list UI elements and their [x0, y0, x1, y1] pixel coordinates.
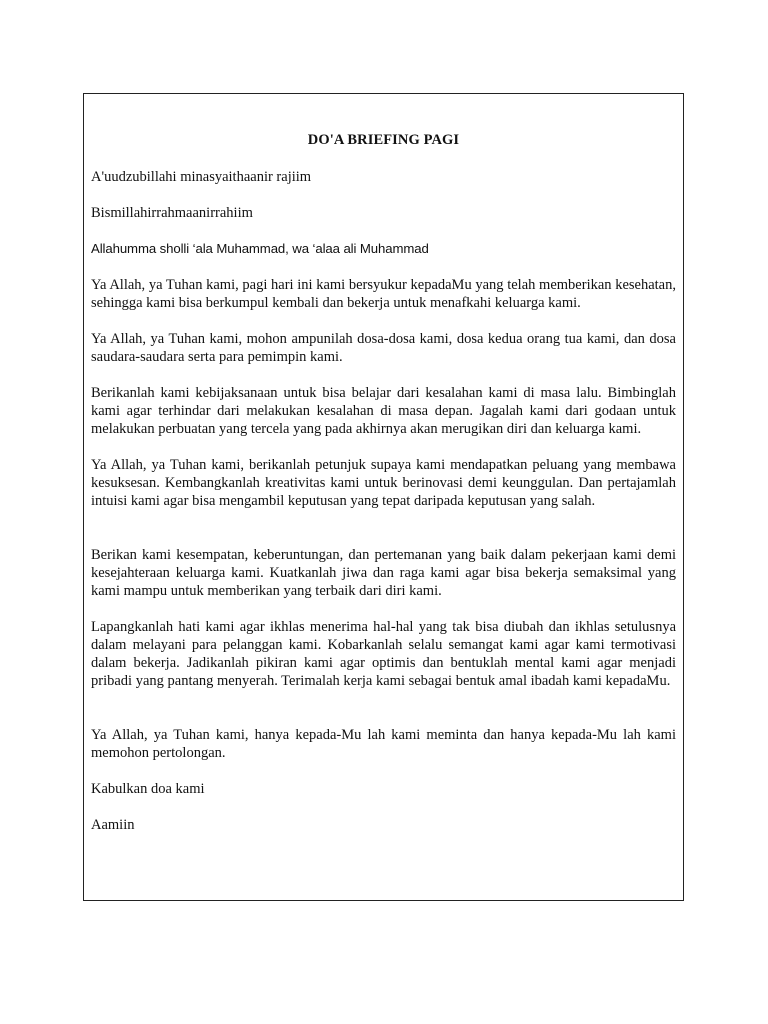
- shalawat-line: Allahumma sholli ‘ala Muhammad, wa ‘alaa ali Muhammad: [91, 241, 429, 256]
- basmalah-line: Bismillahirrahmaanirrahiim: [91, 205, 253, 221]
- prayer-paragraph-sincerity: Lapangkanlah hati kami agar ikhlas menerima hal-hal yang tak bisa diubah dan ikhlas setulusnya dalam melayani para pelanggan kami. Kobarkanlah selalu semangat kami agar kami termotivasi dalam bekerja. Jadikanlah pikiran kami agar optimis dan bentuklah mental kami agar menjadi pribadi yang pantang menyerah. Terimalah kerja kami sebagai bentuk amal ibadah kami kepadaMu.: [91, 619, 676, 689]
- prayer-paragraph-forgiveness: Ya Allah, ya Tuhan kami, mohon ampunilah dosa-dosa kami, dosa kedua orang tua kami, dan dosa saudara-saudara serta para pemimpin kami.: [91, 331, 676, 365]
- closing-request: Kabulkan doa kami: [91, 781, 205, 797]
- prayer-paragraph-gratitude: Ya Allah, ya Tuhan kami, pagi hari ini kami bersyukur kepadaMu yang telah memberikan kesehatan, sehingga kami bisa berkumpul kembali dan bekerja untuk menafkahi keluarga kami.: [91, 277, 676, 311]
- document-title: DO'A BRIEFING PAGI: [307, 132, 460, 148]
- prayer-paragraph-wisdom: Berikanlah kami kebijaksanaan untuk bisa belajar dari kesalahan kami di masa lalu. Bimbinglah kami agar terhindar dari melakukan kesalahan di masa depan. Jagalah kami dari godaan untuk melakukan perbuatan yang tercela yang pada akhirnya akan merugikan diri dan keluarga kami.: [91, 385, 676, 437]
- document-frame: [83, 93, 684, 901]
- prayer-paragraph-supplication: Ya Allah, ya Tuhan kami, hanya kepada-Mu lah kami meminta dan hanya kepada-Mu lah kami memohon pertolongan.: [91, 727, 676, 761]
- prayer-paragraph-guidance: Ya Allah, ya Tuhan kami, berikanlah petunjuk supaya kami mendapatkan peluang yang membawa kesuksesan. Kembangkanlah kreativitas kami untuk berinovasi demi keunggulan. Dan pertajamlah intuisi kami agar bisa mengambil keputusan yang tepat daripada keputusan yang salah.: [91, 457, 676, 509]
- closing-amen: Aamiin: [91, 817, 135, 833]
- taawudz-line: A'uudzubillahi minasyaithaanir rajiim: [91, 169, 312, 185]
- prayer-paragraph-opportunity: Berikan kami kesempatan, keberuntungan, dan pertemanan yang baik dalam pekerjaan kami demi kesejahteraan keluarga kami. Kuatkanlah jiwa dan raga kami agar bisa bekerja semaksimal yang kami mampu untuk memberikan yang terbaik dari diri kami.: [91, 547, 676, 599]
